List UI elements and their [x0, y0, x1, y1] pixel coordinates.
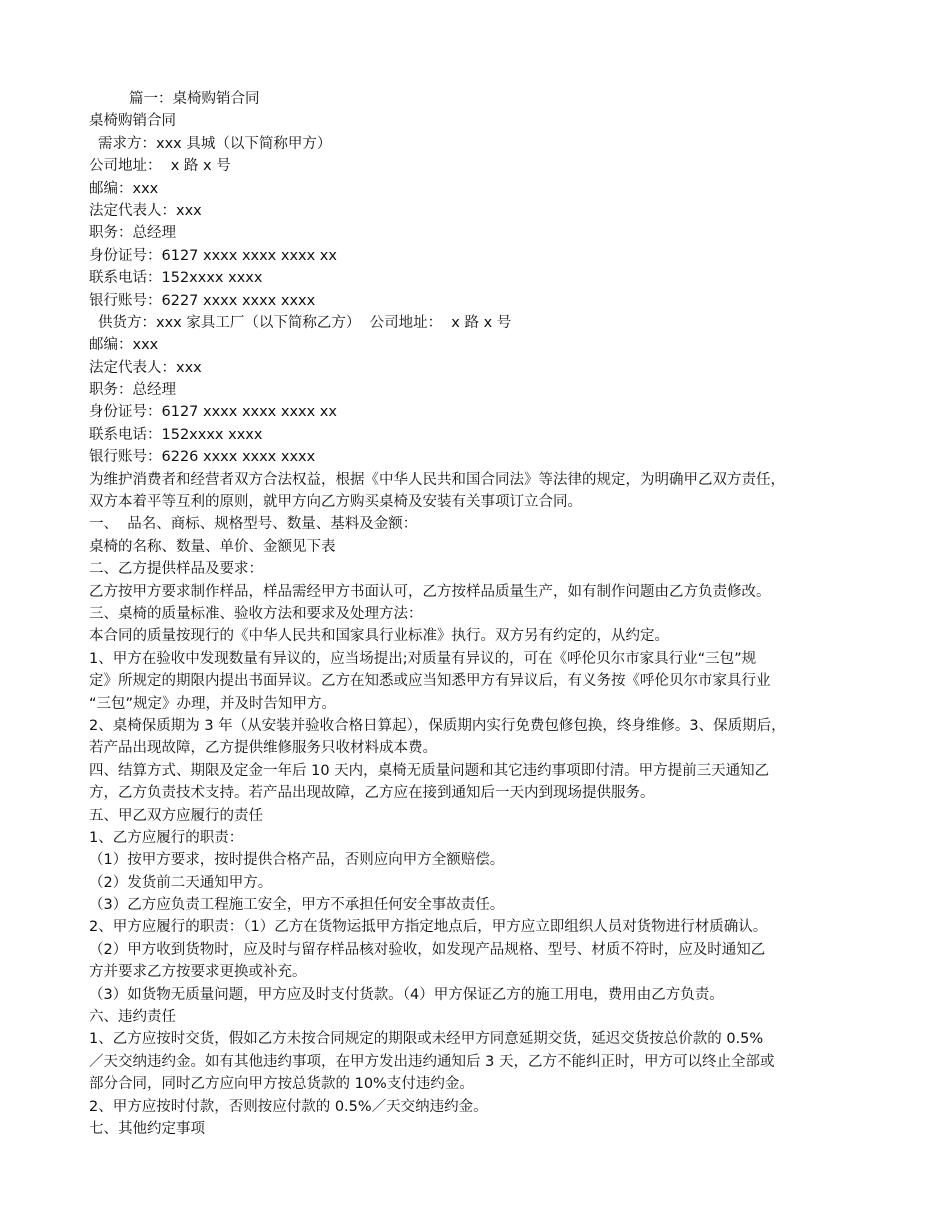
text-line: 双方本着平等互利的原则，就甲方向乙方购买桌椅及安装有关事项订立合同。	[89, 494, 582, 511]
text-line: 公司地址： x 路 x 号	[89, 158, 231, 175]
text-line: 乙方按甲方要求制作样品，样品需经甲方书面认可，乙方按样品质量生产，如有制作问题由乙方负责修改。	[89, 583, 771, 600]
text-line: 方并要求乙方按要求更换或补充。	[89, 964, 307, 981]
text-line: （1）按甲方要求，按时提供合格产品，否则应向甲方全额赔偿。	[89, 852, 505, 869]
document-heading: 篇一：桌椅购销合同	[129, 91, 260, 107]
supplier-line: 供货方：xxx 家具工厂（以下简称乙方） 公司地址： x 路 x 号	[98, 314, 512, 331]
text-line: 2、甲方应履行的职责：（1）乙方在货物运抵甲方指定地点后，甲方应立即组织人员对货物进行材质确认。	[89, 919, 768, 936]
text-line: 部分合同，同时乙方应向甲方按总货款的 10%支付违约金。	[89, 1076, 474, 1093]
section-heading: 二、乙方提供样品及要求：	[89, 561, 263, 578]
text-line: 职务：总经理	[89, 225, 176, 242]
section-heading: 一、 品名、商标、规格型号、数量、基料及金额：	[89, 516, 418, 533]
text-line: 若产品出现故障，乙方提供维修服务只收材料成本费。	[89, 740, 437, 757]
text-line: 法定代表人：xxx	[89, 359, 202, 376]
text-line: 2、桌椅保质期为 3 年（从安装并验收合格日算起），保质期内实行免费包修包换，终身维修。3、保质期后，	[89, 717, 786, 734]
section-heading: 四、结算方式、期限及定金一年后 10 天内，桌椅无质量问题和其它违约事项即付清。甲方提前三天通知乙	[89, 762, 770, 779]
text-line: 为维护消费者和经营者双方合法权益，根据《中华人民共和国合同法》等法律的规定，为明确甲乙双方责任，	[89, 471, 785, 488]
text-line: 1、乙方应履行的职责：	[89, 829, 244, 846]
text-line: 身份证号：6127 xxxx xxxx xxxx xx	[89, 404, 337, 421]
text-line: 1、甲方在验收中发现数量有异议的，应当场提出;对质量有异议的，可在《呼伦贝尔市家具行业“三包”规	[89, 650, 757, 667]
text-line: ／天交纳违约金。如有其他违约事项，在甲方发出违约通知后 3 天，乙方不能纠正时，甲方可以终止全部或	[89, 1053, 775, 1070]
text-line: “三包”规定》办理，并及时告知甲方。	[89, 695, 337, 712]
text-line: （2）甲方收到货物时，应及时与留存样品核对验收，如发现产品规格、型号、材质不符时，应及时通知乙	[89, 941, 766, 958]
text-line: 桌椅的名称、数量、单价、金额见下表	[89, 538, 336, 555]
text-line: 身份证号：6127 xxxx xxxx xxxx xx	[89, 247, 337, 264]
text-line: （3）乙方应负责工程施工安全，甲方不承担任何安全事故责任。	[89, 897, 505, 914]
buyer-line: 需求方：xxx 具城（以下简称甲方）	[98, 135, 332, 152]
text-line: （2）发货前二天通知甲方。	[89, 874, 273, 891]
text-line: 方，乙方负责技术支持。若产品出现故障，乙方应在接到通知后一天内到现场提供服务。	[89, 785, 655, 802]
contract-title: 桌椅购销合同	[89, 113, 176, 130]
text-line: （3）如货物无质量问题，甲方应及时支付货款。（4）甲方保证乙方的施工用电，费用由乙方负责。	[89, 986, 724, 1003]
text-line: 联系电话：152xxxx xxxx	[89, 426, 263, 443]
text-line: 联系电话：152xxxx xxxx	[89, 270, 263, 287]
text-line: 职务：总经理	[89, 382, 176, 399]
section-heading: 五、甲乙双方应履行的责任	[89, 807, 263, 824]
section-heading: 三、桌椅的质量标准、验收方法和要求及处理方法：	[89, 605, 423, 622]
text-line: 本合同的质量按现行的《中华人民共和国家具行业标准》执行。双方另有约定的，从约定。	[89, 628, 669, 645]
text-line: 定》所规定的期限内提出书面异议。乙方在知悉或应当知悉甲方有异议后，有义务按《呼伦贝尔市家具行业	[89, 673, 771, 690]
text-line: 银行账号：6227 xxxx xxxx xxxx	[89, 292, 316, 309]
document-body	[89, 88, 879, 1140]
text-line: 法定代表人：xxx	[89, 202, 202, 219]
text-line: 银行账号：6226 xxxx xxxx xxxx	[89, 449, 316, 466]
section-heading: 七、其他约定事项	[89, 1120, 205, 1137]
section-heading: 六、违约责任	[89, 1009, 176, 1026]
text-line: 邮编：xxx	[89, 180, 159, 197]
text-line: 2、甲方应按时付款，否则按应付款的 0.5%／天交纳违约金。	[89, 1098, 488, 1115]
text-line: 1、乙方应按时交货，假如乙方未按合同规定的期限或未经甲方同意延期交货，延迟交货按总价款的 0.5%	[89, 1031, 764, 1048]
text-line: 邮编：xxx	[89, 337, 159, 354]
